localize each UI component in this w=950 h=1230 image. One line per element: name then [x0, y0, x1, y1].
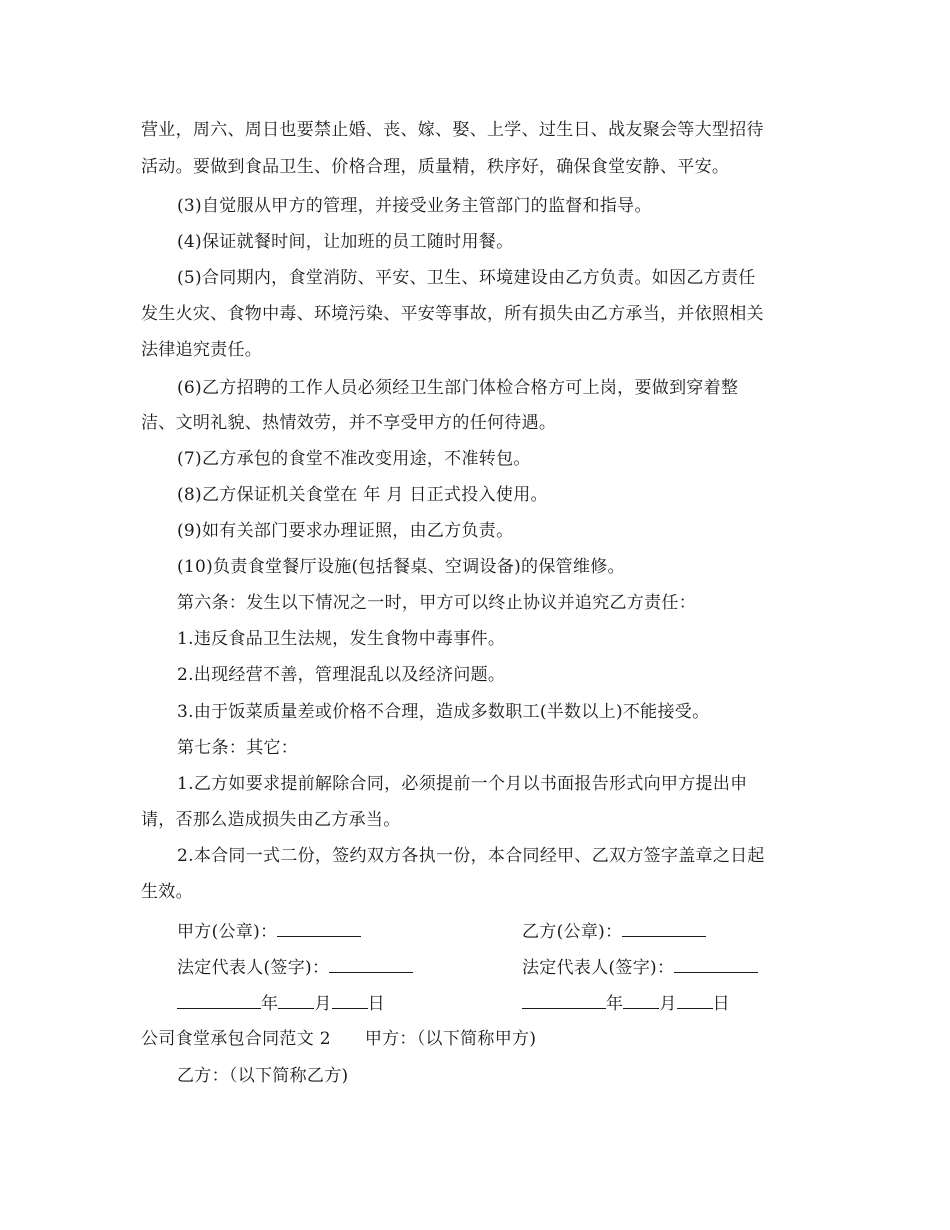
- year-blank: [177, 990, 261, 1009]
- year-blank: [522, 990, 606, 1009]
- next-contract-heading: [141, 1027, 536, 1051]
- paragraph-line: 2.本合同一式二份，签约双方各执一份，本合同经甲、乙双方签字盖章之日起: [177, 846, 765, 866]
- party-a-seal-label: 甲方(公章)：: [177, 922, 278, 942]
- month-label: 月: [659, 994, 677, 1014]
- day-blank: [677, 990, 713, 1009]
- rep-b-label: 法定代表人(签字)：: [522, 958, 675, 978]
- party-a-date: [177, 990, 385, 1014]
- paragraph-line: (9)如有关部门要求办理证照，由乙方负责。: [177, 521, 514, 541]
- paragraph-line: (7)乙方承包的食堂不准改变用途，不准转包。: [177, 449, 531, 469]
- paragraph-line: (8)乙方保证机关食堂在 年 月 日正式投入使用。: [177, 485, 548, 505]
- paragraph-line: 1.乙方如要求提前解除合同，必须提前一个月以书面报告形式向甲方提出申: [177, 774, 748, 794]
- day-label: 日: [367, 994, 385, 1014]
- party-a-seal: [177, 918, 361, 942]
- month-blank: [623, 990, 659, 1009]
- paragraph-line: (3)自觉服从甲方的管理，并接受业务主管部门的监督和指导。: [177, 196, 652, 216]
- party-b-representative: [522, 954, 758, 978]
- article-heading: 第七条：其它：: [177, 738, 299, 758]
- year-label: 年: [261, 994, 279, 1014]
- paragraph-line: 生效。: [141, 882, 193, 902]
- paragraph-line: 法律追究责任。: [141, 340, 263, 360]
- rep-a-label: 法定代表人(签字)：: [177, 958, 330, 978]
- paragraph-line: (10)负责食堂餐厅设施(包括餐桌、空调设备)的保管维修。: [177, 557, 625, 577]
- party-b-date: [522, 990, 730, 1014]
- next-contract-title: 公司食堂承包合同范文 2: [141, 1029, 331, 1049]
- paragraph-line: 请，否那么造成损失由乙方承当。: [141, 810, 401, 830]
- party-b-seal-blank: [622, 918, 706, 937]
- party-a-representative: [177, 954, 413, 978]
- paragraph-line: 2.出现经营不善，管理混乱以及经济问题。: [177, 665, 506, 685]
- day-label: 日: [712, 994, 730, 1014]
- party-b-seal-label: 乙方(公章)：: [522, 922, 623, 942]
- paragraph-line: 活动。要做到食品卫生、价格合理，质量精，秩序好，确保食堂安静、平安。: [141, 157, 730, 177]
- article-heading: 第六条：发生以下情况之一时，甲方可以终止协议并追究乙方责任：: [177, 593, 696, 613]
- year-label: 年: [606, 994, 624, 1014]
- party-a-seal-blank: [277, 918, 361, 937]
- paragraph-line: (4)保证就餐时间，让加班的员工随时用餐。: [177, 232, 514, 252]
- rep-b-blank: [674, 954, 758, 973]
- paragraph-line: (5)合同期内，食堂消防、平安、卫生、环境建设由乙方负责。如因乙方责任: [177, 268, 756, 288]
- paragraph-line: 发生火灾、食物中毒、环境污染、平安等事故，所有损失由乙方承当，并依照相关: [141, 304, 764, 324]
- paragraph-line: (6)乙方招聘的工作人员必须经卫生部门体检合格方可上岗，要做到穿着整: [177, 378, 739, 398]
- month-label: 月: [314, 994, 332, 1014]
- rep-a-blank: [329, 954, 413, 973]
- paragraph-line: 洁、文明礼貌、热情效劳，并不享受甲方的任何待遇。: [141, 413, 557, 433]
- paragraph-line: 营业，周六、周日也要禁止婚、丧、嫁、娶、上学、过生日、战友聚会等大型招待: [141, 120, 764, 140]
- next-contract-party-b: 乙方：（以下简称乙方): [177, 1066, 349, 1086]
- day-blank: [332, 990, 368, 1009]
- paragraph-line: 3.由于饭菜质量差或价格不合理，造成多数职工(半数以上)不能接受。: [177, 702, 710, 722]
- party-b-seal: [522, 918, 706, 942]
- next-contract-party-a: 甲方：（以下简称甲方): [364, 1029, 537, 1049]
- month-blank: [278, 990, 314, 1009]
- paragraph-line: 1.违反食品卫生法规，发生食物中毒事件。: [177, 629, 506, 649]
